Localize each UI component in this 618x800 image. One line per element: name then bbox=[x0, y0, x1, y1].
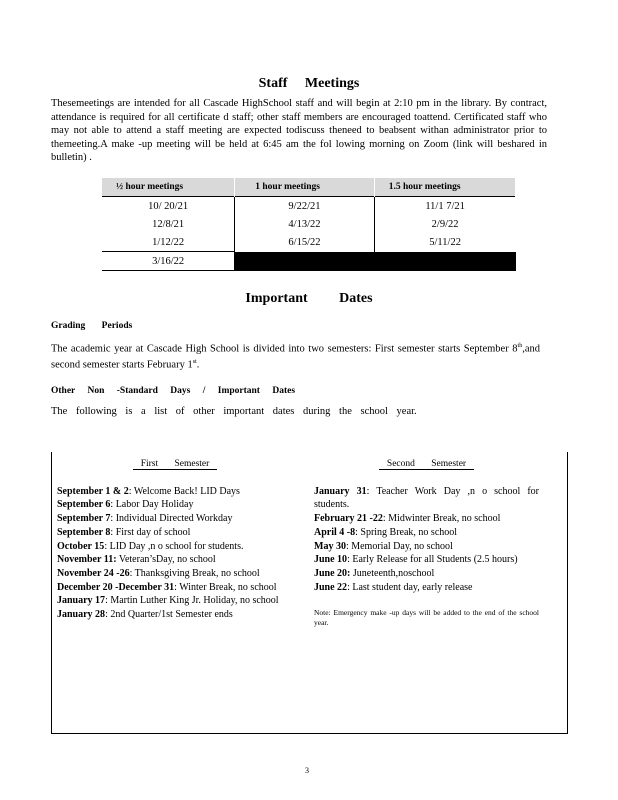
other-days-text: The following is a list of other important dates during the school year. bbox=[51, 406, 417, 417]
event-desc: Juneteenth,noschool bbox=[350, 567, 435, 579]
table-cell: 12/8/21 bbox=[102, 215, 235, 233]
table-cell: 10/ 20/21 bbox=[102, 197, 235, 216]
list-item bbox=[314, 540, 539, 554]
event-desc: : 2nd Quarter/1st Semester ends bbox=[105, 609, 233, 621]
table-cell: 2/9/22 bbox=[431, 218, 459, 230]
staff-meetings-intro: Thesemeetings are intended for all Cascade HighSchool staff and will begin at 2:10 pm in the library. By contract, attendance is required for all certificate d staff; other staff members are encouraged toattend. Certificated staff who may not able to attend a staff meeting are expected todiscuss theneed to beabsent withan administrator prior to themeeting.A make -up meeting will be held at 6:45 am the fol lowing morning on Zoom (link will beshared in bulletin) . bbox=[51, 98, 547, 164]
list-item bbox=[57, 553, 293, 567]
list-item bbox=[57, 526, 293, 540]
header-half-hour: ½ hour meetings bbox=[102, 178, 235, 197]
event-desc: : Midwinter Break, no school bbox=[382, 513, 501, 525]
event-desc: : Spring Break, no school bbox=[355, 526, 458, 538]
grading-end: . bbox=[196, 359, 200, 371]
table-row bbox=[102, 233, 516, 252]
other-days-heading: Other Non -Standard Days / Important Dates bbox=[51, 386, 296, 396]
list-item bbox=[57, 594, 293, 608]
list-item bbox=[314, 485, 539, 512]
event-desc: : Labor Day Holiday bbox=[110, 499, 194, 511]
list-item bbox=[314, 553, 539, 567]
list-item bbox=[314, 526, 539, 540]
list-item bbox=[57, 540, 293, 554]
header-one-hour: 1 hour meetings bbox=[235, 178, 374, 197]
event-date: September 1 & 2 bbox=[57, 485, 129, 497]
event-date: June 22 bbox=[314, 581, 348, 593]
list-item bbox=[57, 581, 293, 595]
table-cell: 1/12/22 bbox=[102, 233, 235, 252]
grading-periods-heading: Grading Periods bbox=[51, 321, 133, 331]
event-date: December 20 -December 31 bbox=[57, 581, 175, 593]
event-desc: : Early Release for all Students (2.5 hours) bbox=[347, 554, 518, 566]
empty-cell bbox=[374, 252, 515, 271]
grading-text: The academic year at Cascade High School is divided into two semesters: First semester starts September 8 bbox=[51, 343, 518, 355]
first-semester-heading-wrap bbox=[57, 458, 293, 472]
list-item bbox=[57, 512, 293, 526]
second-semester-heading-wrap bbox=[314, 458, 539, 472]
event-desc: : Individual Directed Workday bbox=[110, 513, 233, 525]
event-desc: : Teacher Work Day ,n o school for students. bbox=[314, 485, 539, 511]
table-cell: 6/15/22 bbox=[235, 233, 374, 252]
meetings-header-row bbox=[102, 178, 516, 197]
important-dates-title: Important Dates bbox=[245, 291, 373, 306]
grading-mid: ,and second semester starts February 1 bbox=[51, 343, 540, 371]
grading-sup-th: th bbox=[517, 343, 523, 349]
table-cell: 5/11/22 bbox=[429, 236, 461, 248]
table-row bbox=[102, 197, 516, 216]
event-desc: : Winter Break, no school bbox=[174, 581, 277, 593]
event-date: September 8 bbox=[57, 526, 111, 538]
event-desc: : Welcome Back! LID Days bbox=[128, 485, 240, 497]
event-desc: : LID Day ,n o school for students. bbox=[104, 540, 244, 552]
header-one-half-hour: 1.5 hour meetings bbox=[374, 178, 515, 197]
event-date: October 15 bbox=[57, 540, 105, 552]
meetings-table bbox=[102, 178, 516, 271]
second-semester-column bbox=[314, 458, 539, 628]
event-desc: Veteran’sDay, no school bbox=[116, 554, 216, 566]
list-item bbox=[57, 485, 293, 499]
second-semester-heading: Second Semester bbox=[379, 459, 474, 470]
event-date: November 11: bbox=[57, 554, 117, 566]
event-desc: : Martin Luther King Jr. Holiday, no school bbox=[105, 595, 279, 607]
table-cell: 3/16/22 bbox=[102, 252, 235, 271]
list-item bbox=[314, 567, 539, 581]
event-date: September 6 bbox=[57, 499, 111, 511]
event-date: September 7 bbox=[57, 513, 111, 525]
list-item bbox=[57, 567, 293, 581]
page-title: Staff Meetings bbox=[258, 76, 360, 91]
event-date: April 4 -8 bbox=[314, 526, 356, 538]
event-date: January 28 bbox=[57, 609, 106, 621]
table-cell: 11/1 7/21 bbox=[374, 197, 515, 216]
event-date: November 24 -26 bbox=[57, 567, 130, 579]
event-desc: : First day of school bbox=[110, 526, 191, 538]
table-row bbox=[102, 252, 516, 271]
event-desc: : Last student day, early release bbox=[347, 581, 473, 593]
table-cell: 4/13/22 bbox=[235, 215, 374, 233]
first-semester-heading: First Semester bbox=[133, 459, 218, 470]
grading-periods-text bbox=[51, 340, 540, 372]
list-item bbox=[314, 512, 539, 526]
first-semester-column bbox=[57, 458, 293, 622]
event-desc: : Thanksgiving Break, no school bbox=[129, 567, 260, 579]
event-date: June 20: bbox=[314, 567, 351, 579]
grading-sup-st: st bbox=[192, 359, 197, 366]
list-item bbox=[57, 498, 293, 512]
event-desc: : Memorial Day, no school bbox=[345, 540, 453, 552]
table-row bbox=[102, 215, 516, 233]
page-number: 3 bbox=[305, 766, 309, 775]
makeup-days-note: Note: Emergency make -up days will be added to the end of the school year. bbox=[314, 608, 539, 628]
empty-cell bbox=[235, 252, 374, 271]
event-date: January 17 bbox=[57, 595, 106, 607]
event-date: May 30 bbox=[314, 540, 346, 552]
list-item bbox=[314, 581, 539, 595]
calendar-box bbox=[51, 452, 568, 734]
list-item bbox=[57, 608, 293, 622]
event-date: February 21 -22 bbox=[314, 513, 383, 525]
event-date: June 10 bbox=[314, 554, 348, 566]
table-cell: 9/22/21 bbox=[235, 197, 374, 216]
event-date: January 31 bbox=[314, 485, 367, 497]
